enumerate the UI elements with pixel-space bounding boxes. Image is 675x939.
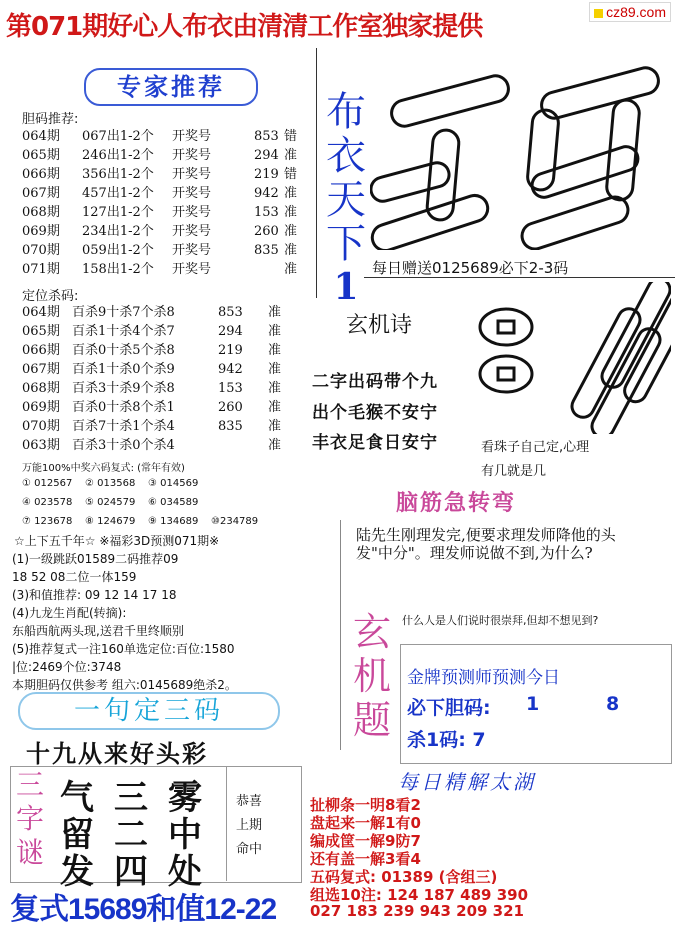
logo-icon bbox=[594, 9, 603, 18]
coin-hole bbox=[498, 321, 514, 333]
buyi-char: 下 bbox=[326, 221, 366, 267]
dan-cell: 067期 bbox=[22, 186, 60, 201]
kill-row bbox=[22, 436, 312, 455]
poem-hint: 看珠子自己定,心理 bbox=[481, 440, 590, 455]
header bbox=[0, 0, 675, 48]
dan-row bbox=[22, 127, 312, 146]
wanneng-item: ⑥ 034589 bbox=[148, 497, 199, 508]
digit-stroke bbox=[529, 144, 641, 201]
kill-cell: 准 bbox=[268, 324, 282, 339]
dan-cell: 开奖号 bbox=[172, 186, 212, 201]
dan-label: 胆码推荐: bbox=[22, 112, 79, 127]
kill-cell: 835 bbox=[218, 419, 243, 434]
xuanji-question: 什么人是人们说时很崇拜,但却不想见到? bbox=[402, 614, 599, 627]
wanneng-item: ① 012567 bbox=[22, 478, 73, 489]
sanzi-cell: 处 bbox=[168, 852, 202, 892]
coin-hole bbox=[498, 368, 514, 380]
expert-banner: 专家推荐 bbox=[84, 68, 258, 106]
kill-cell: 068期 bbox=[22, 381, 60, 396]
dan-row bbox=[22, 241, 312, 260]
dan-cell: 065期 bbox=[22, 148, 60, 163]
dan-cell: 071期 bbox=[22, 262, 60, 277]
dan-cell: 835 bbox=[254, 243, 279, 258]
kill-row bbox=[22, 360, 312, 379]
dan-cell: 070期 bbox=[22, 243, 60, 258]
big-digits-graphic bbox=[370, 60, 670, 250]
kill-cell: 百杀3十杀9个杀8 bbox=[72, 381, 175, 396]
page-title: 第071期好心人布衣由清清工作室独家提供 bbox=[6, 12, 483, 42]
dan-row bbox=[22, 222, 312, 241]
buyi-number: 1 bbox=[333, 266, 359, 308]
wanneng-item: ⑩234789 bbox=[211, 516, 259, 527]
dan-cell: 356出1-2个 bbox=[82, 167, 154, 182]
kill-cell: 百杀1十杀0个杀9 bbox=[72, 362, 175, 377]
xuanji-char: 玄 bbox=[352, 610, 391, 654]
sanzi-cell: 留 bbox=[60, 815, 94, 855]
wanneng-item: ② 013568 bbox=[85, 478, 136, 489]
buyi-char: 衣 bbox=[326, 133, 366, 179]
sanzi-char: 谜 bbox=[15, 836, 44, 869]
poem-title: 玄机诗 bbox=[346, 313, 413, 338]
riddle-line: 东船西航两头现,送君千里终顺别 bbox=[12, 624, 184, 638]
poem-line: 出个毛猴不安宁 bbox=[312, 403, 438, 423]
yiju-banner: 一句定三码 bbox=[18, 692, 280, 730]
taihu-line: 扯柳条一明8看2 bbox=[310, 796, 421, 814]
wanneng-item: ⑧ 124679 bbox=[85, 516, 136, 527]
sanzi-row bbox=[50, 844, 230, 892]
kill-cell: 066期 bbox=[22, 343, 60, 358]
kill-cell: 百杀9十杀7个杀8 bbox=[72, 305, 175, 320]
kill-cell: 219 bbox=[218, 343, 243, 358]
dan-cell: 开奖号 bbox=[172, 167, 212, 182]
sanzi-cell: 气 bbox=[60, 778, 94, 818]
sanzi-side-line: 命中 bbox=[236, 842, 263, 857]
brain-title: 脑筋急转弯 bbox=[396, 490, 517, 516]
kill-cell: 百杀3十杀0个杀4 bbox=[72, 438, 175, 453]
sanzi-char: 三 bbox=[15, 768, 44, 801]
riddle-line: (3)和值推荐: 09 12 14 17 18 bbox=[12, 588, 177, 602]
dan-cell: 246出1-2个 bbox=[82, 148, 154, 163]
kill-cell: 063期 bbox=[22, 438, 60, 453]
sanzi-grid bbox=[50, 770, 230, 892]
wanneng-item: ③ 014569 bbox=[148, 478, 199, 489]
kill-cell: 百杀1十杀4个杀7 bbox=[72, 324, 175, 339]
poem-hint: 有几就是几 bbox=[481, 464, 547, 479]
kill-cell: 准 bbox=[268, 419, 282, 434]
wanneng-item: ⑤ 024579 bbox=[85, 497, 136, 508]
dan-row bbox=[22, 203, 312, 222]
dan-row bbox=[22, 146, 312, 165]
digit-stroke bbox=[370, 160, 452, 204]
sanzi-row bbox=[50, 807, 230, 855]
dan-cell: 准 bbox=[284, 186, 298, 201]
poem-line: 丰衣足食日安宁 bbox=[312, 433, 438, 453]
dan-cell: 294 bbox=[254, 148, 279, 163]
daily-gift: 每日赠送0125689必下2-3码 bbox=[372, 259, 569, 277]
kill-cell: 百杀7十杀1个杀4 bbox=[72, 419, 175, 434]
sanzi-side-line: 恭喜 bbox=[236, 794, 263, 809]
sanzi-side bbox=[236, 790, 262, 862]
kill-cell: 准 bbox=[268, 400, 282, 415]
poem-line: 二字出码带个九 bbox=[312, 372, 438, 392]
taihu-line: 五码复式: 01389 (含组三) bbox=[310, 868, 498, 886]
taihu-line: 还有盖一解3看4 bbox=[310, 850, 421, 868]
dan-cell: 942 bbox=[254, 186, 279, 201]
kill-row bbox=[22, 341, 312, 360]
yiju-line: 十九从来好头彩 bbox=[26, 740, 208, 768]
dan-cell: 准 bbox=[284, 243, 298, 258]
kill-cell: 准 bbox=[268, 343, 282, 358]
kill-cell: 065期 bbox=[22, 324, 60, 339]
dan-cell: 457出1-2个 bbox=[82, 186, 154, 201]
dan-cell: 234出1-2个 bbox=[82, 224, 154, 239]
dan-cell: 错 bbox=[284, 129, 298, 144]
kill-cell: 942 bbox=[218, 362, 243, 377]
sanzi-cell: 二 bbox=[114, 815, 148, 855]
dan-cell: 开奖号 bbox=[172, 262, 212, 277]
digit-stroke bbox=[539, 65, 662, 121]
dan-row bbox=[22, 184, 312, 203]
riddle-title: ☆上下五千年☆ ※福彩3D预测071期※ bbox=[14, 534, 220, 548]
digit-stroke bbox=[527, 109, 560, 191]
sanzi-cell: 雾 bbox=[168, 778, 202, 818]
dan-cell: 开奖号 bbox=[172, 148, 212, 163]
xuanji-vertical bbox=[348, 610, 396, 742]
dan-cell: 158出1-2个 bbox=[82, 262, 154, 277]
riddle-line: 18 52 08二位一体159 bbox=[12, 570, 137, 584]
xuanji-char: 题 bbox=[352, 698, 391, 742]
sanzi-vertical bbox=[12, 768, 48, 870]
divider bbox=[316, 48, 317, 298]
predict-dan-b: 8 bbox=[606, 693, 620, 715]
digit-stroke bbox=[426, 129, 460, 221]
kill-cell: 准 bbox=[268, 305, 282, 320]
dan-cell: 064期 bbox=[22, 129, 60, 144]
sanzi-cell: 三 bbox=[114, 778, 148, 818]
predict-kill: 杀1码: 7 bbox=[407, 729, 486, 751]
taihu-line: 027 183 239 943 209 321 bbox=[310, 902, 524, 920]
dan-cell: 准 bbox=[284, 148, 298, 163]
wanneng-label: 万能100%中奖六码复式: (常年有效) bbox=[22, 463, 185, 474]
taihu-line: 组选10注: 124 187 489 390 bbox=[310, 886, 529, 904]
dan-cell: 260 bbox=[254, 224, 279, 239]
buyi-vertical bbox=[322, 90, 370, 308]
dan-cell: 准 bbox=[284, 205, 298, 220]
digit-stroke bbox=[519, 194, 632, 250]
wanneng-item: ⑦ 123678 bbox=[22, 516, 73, 527]
kill-cell: 准 bbox=[268, 381, 282, 396]
digit-stroke bbox=[389, 73, 512, 129]
taihu-title: 每日精解太湖 bbox=[398, 770, 536, 794]
kill-cell: 070期 bbox=[22, 419, 60, 434]
kill-row bbox=[22, 322, 312, 341]
riddle-line: (4)九龙生肖配(转摘): bbox=[12, 606, 127, 620]
dan-row bbox=[22, 260, 312, 279]
dan-cell: 127出1-2个 bbox=[82, 205, 154, 220]
predict-dan-a: 1 bbox=[526, 693, 540, 715]
predict-dan-label: 必下胆码: bbox=[407, 697, 491, 719]
sanzi-cell: 中 bbox=[168, 815, 202, 855]
dan-cell: 219 bbox=[254, 167, 279, 182]
kill-cell: 百杀0十杀5个杀8 bbox=[72, 343, 175, 358]
divider bbox=[226, 766, 227, 881]
taihu-line: 编成筐一解9防7 bbox=[310, 832, 421, 850]
coin-icon bbox=[480, 356, 532, 392]
kill-row bbox=[22, 303, 312, 322]
dan-cell: 153 bbox=[254, 205, 279, 220]
dan-cell: 错 bbox=[284, 167, 298, 182]
sanzi-cell: 发 bbox=[60, 852, 94, 892]
sanzi-row bbox=[50, 770, 230, 818]
kill-cell: 准 bbox=[268, 362, 282, 377]
dan-cell: 准 bbox=[284, 224, 298, 239]
xuanji-char: 机 bbox=[352, 654, 391, 698]
sanzi-side-line: 上期 bbox=[236, 818, 263, 833]
kill-cell: 069期 bbox=[22, 400, 60, 415]
kill-cell: 260 bbox=[218, 400, 243, 415]
dan-cell: 069期 bbox=[22, 224, 60, 239]
kill-cell: 准 bbox=[268, 438, 282, 453]
sanzi-cell: 四 bbox=[114, 852, 148, 892]
wanneng-item: ⑨ 134689 bbox=[148, 516, 199, 527]
riddle-line: 本期胆码仅供参考 组六:0145689绝杀2。 bbox=[12, 678, 237, 692]
predict-title: 金牌预测师预测今日 bbox=[407, 668, 560, 688]
wanneng-item: ④ 023578 bbox=[22, 497, 73, 508]
kill-cell: 064期 bbox=[22, 305, 60, 320]
kill-cell: 百杀0十杀8个杀1 bbox=[72, 400, 175, 415]
divider bbox=[340, 520, 341, 750]
dan-cell: 开奖号 bbox=[172, 243, 212, 258]
dan-cell: 开奖号 bbox=[172, 205, 212, 220]
buyi-char: 布 bbox=[326, 89, 366, 135]
kill-cell: 067期 bbox=[22, 362, 60, 377]
kill-row bbox=[22, 379, 312, 398]
dan-cell: 066期 bbox=[22, 167, 60, 182]
kill-row bbox=[22, 417, 312, 436]
sanzi-char: 字 bbox=[15, 802, 44, 835]
buyi-char: 天 bbox=[326, 177, 366, 223]
riddle-line: (1)一级跳跃01589二码推荐09 bbox=[12, 552, 179, 566]
dan-row bbox=[22, 165, 312, 184]
dan-cell: 059出1-2个 bbox=[82, 243, 154, 258]
kill-cell: 853 bbox=[218, 305, 243, 320]
dan-cell: 068期 bbox=[22, 205, 60, 220]
kill-label: 定位杀码: bbox=[22, 289, 79, 304]
coin-icon bbox=[480, 309, 532, 345]
taihu-line: 盘起来一解1有0 bbox=[310, 814, 421, 832]
dan-cell: 067出1-2个 bbox=[82, 129, 154, 144]
kill-cell: 294 bbox=[218, 324, 243, 339]
dan-cell: 开奖号 bbox=[172, 129, 212, 144]
riddle-line: (5)推荐复式一注160单选定位:百位:1580 bbox=[12, 642, 235, 656]
kill-cell: 153 bbox=[218, 381, 243, 396]
watermark[interactable]: cz89.com bbox=[589, 2, 671, 22]
dan-cell: 准 bbox=[284, 262, 298, 277]
fushi-line: 复式15689和值12-22 bbox=[10, 893, 277, 926]
dan-cell: 开奖号 bbox=[172, 224, 212, 239]
riddle-line: |位:2469个位:3748 bbox=[12, 660, 122, 674]
brain-question: 陆先生刚理发完,便要求理发师降他的头发"中分"。理发师说做不到,为什么? bbox=[356, 526, 616, 562]
kill-row bbox=[22, 398, 312, 417]
predict-box bbox=[400, 644, 672, 764]
dan-cell: 853 bbox=[254, 129, 279, 144]
beads-graphic bbox=[476, 282, 671, 434]
